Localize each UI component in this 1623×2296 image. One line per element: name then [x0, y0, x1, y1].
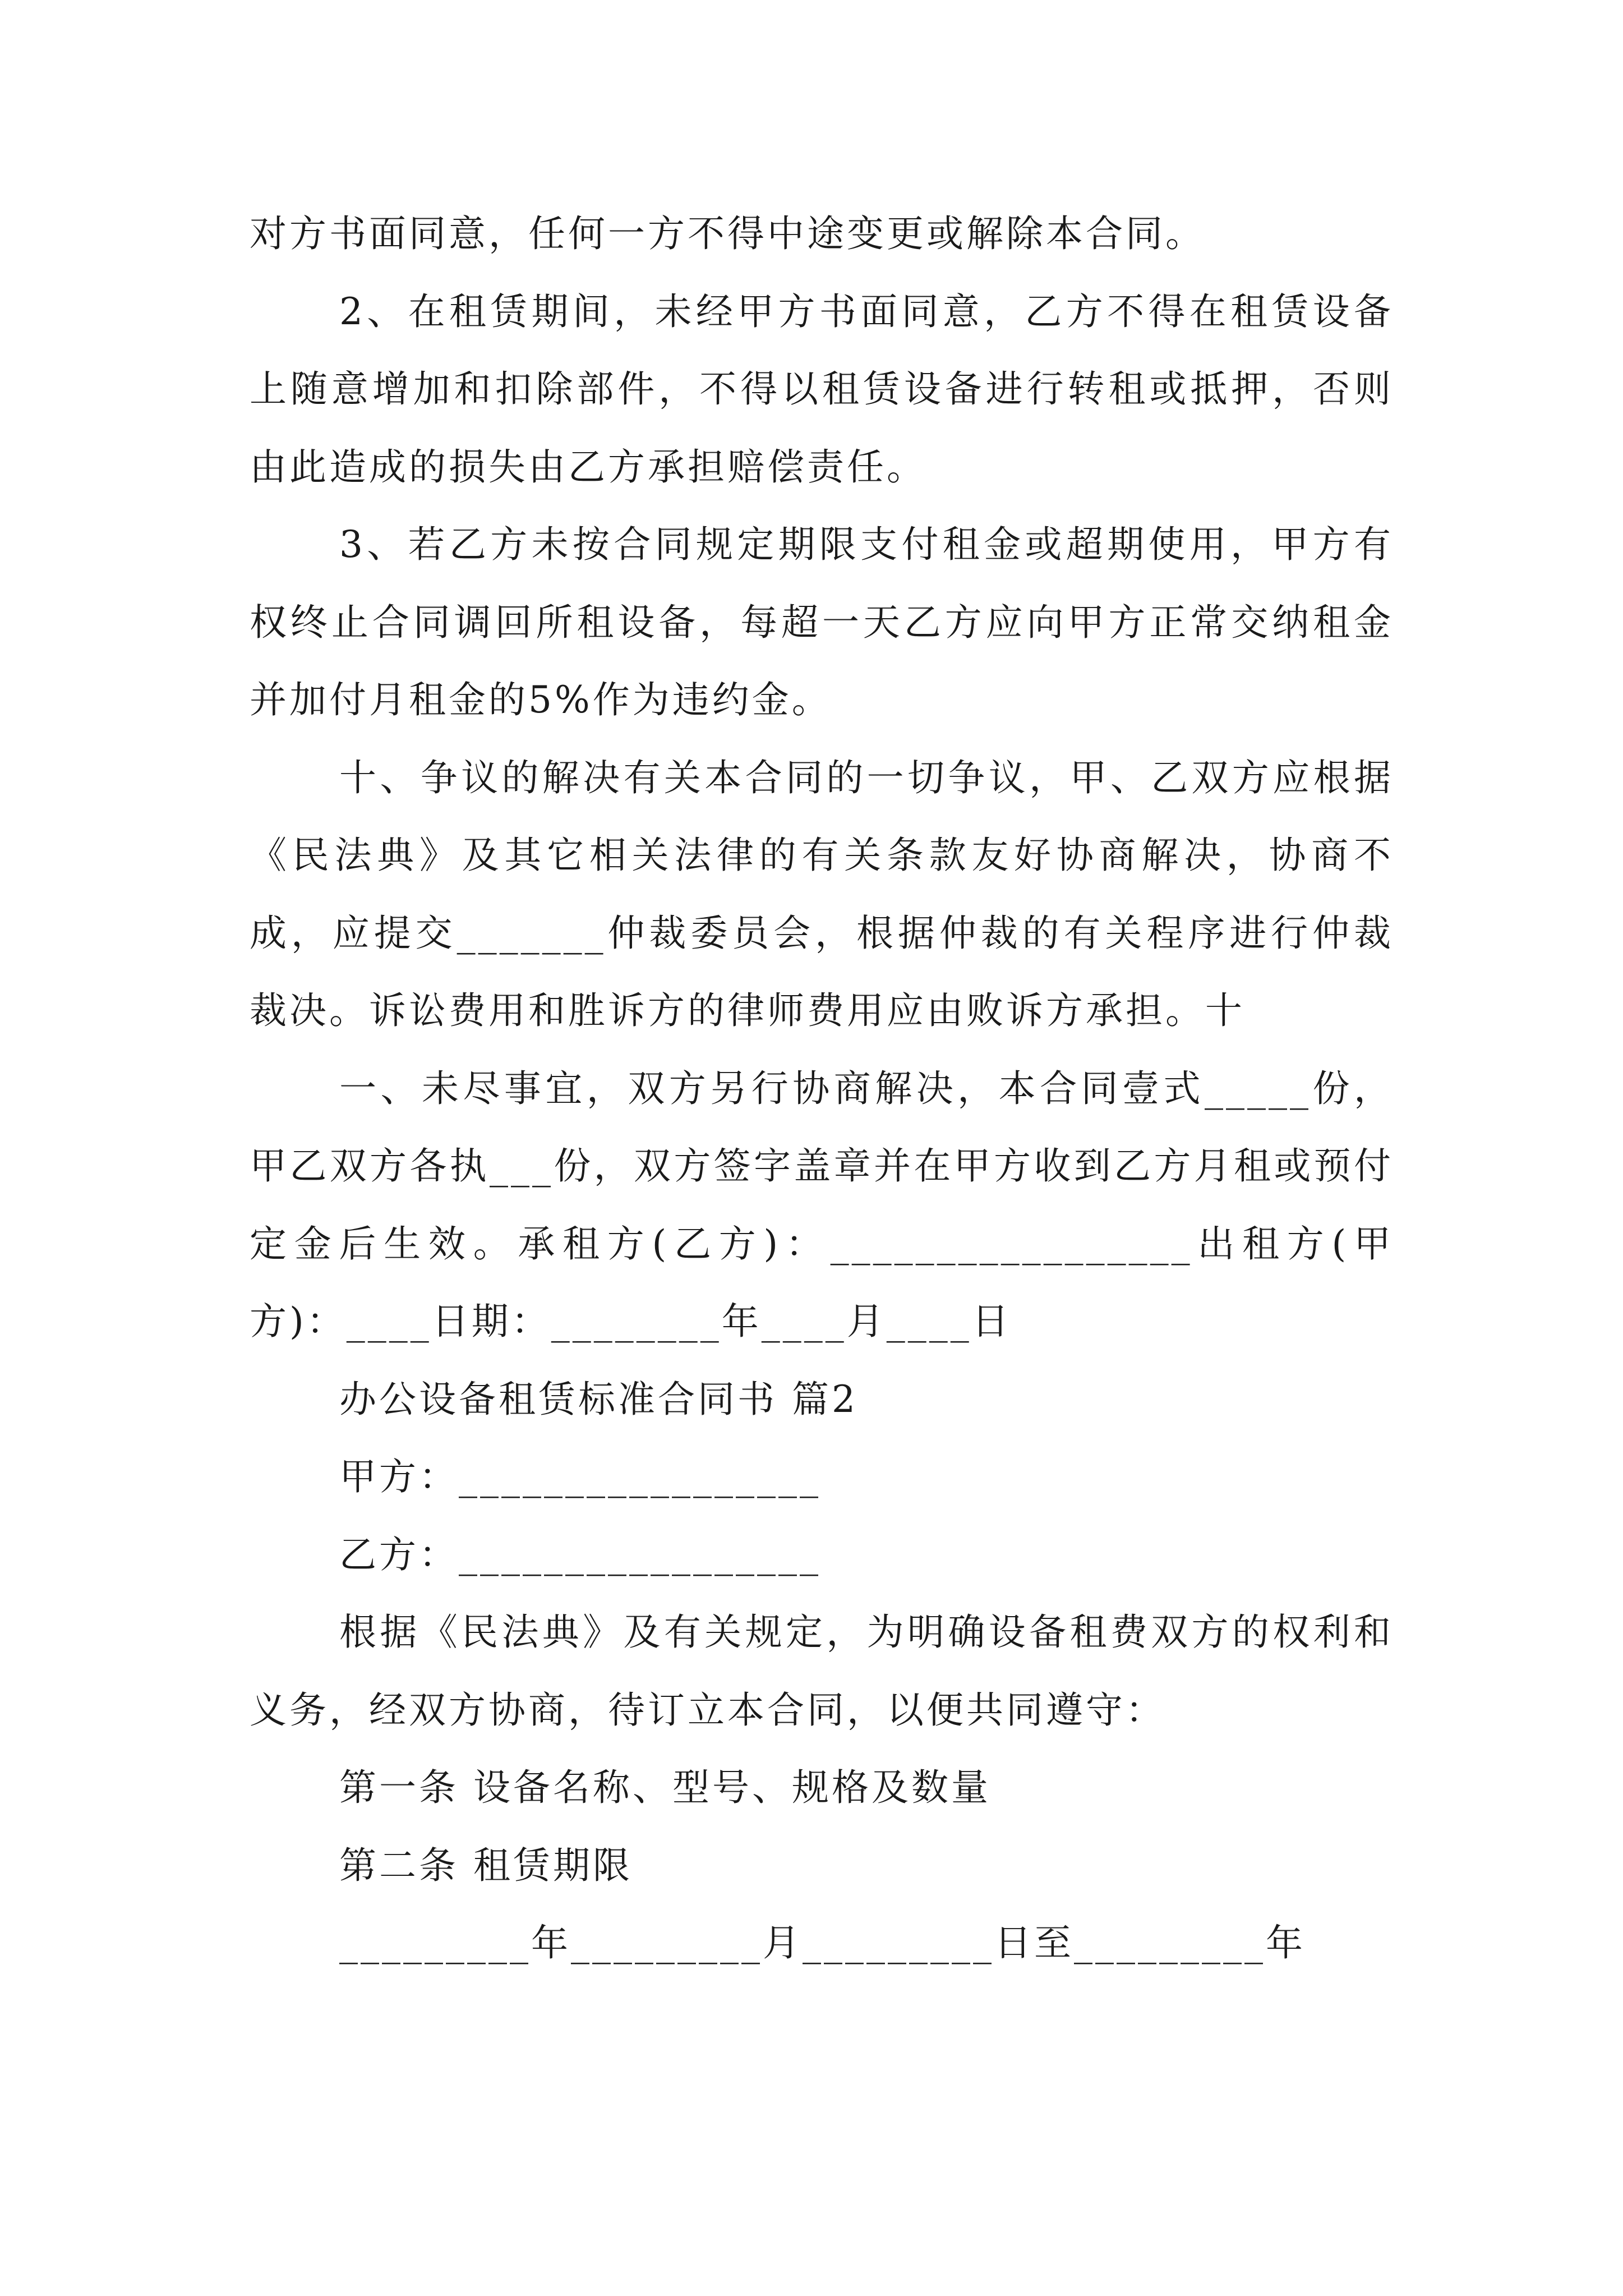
section-heading: 办公设备租赁标准合同书 篇2 [339, 1377, 858, 1421]
party-a-line: 甲方：_________________ [339, 1455, 821, 1498]
paragraph-miscellaneous-signatures: 一、未尽事宜，双方另行协商解决，本合同壹式_____份，甲乙双方各执___份，双方签字盖章并在甲方收到乙方月租或预付定金后生效。承租方(乙方)：_________________出租方(甲方)：____日期：________年____月____日 [250, 1066, 1394, 1343]
paragraph-preamble: 根据《民法典》及有关规定，为明确设备租费双方的权利和义务，经双方协商，待订立本合同，以便共同遵守： [250, 1611, 1394, 1732]
article-2-heading: 第二条 租赁期限 [339, 1843, 633, 1887]
party-b-line: 乙方：_________________ [339, 1533, 821, 1576]
paragraph-dispute-resolution: 十、争议的解决有关本合同的一切争议，甲、乙双方应根据《民法典》及其它相关法律的有关条款友好协商解决，协商不成，应提交_______仲裁委员会，根据仲裁的有关程序进行仲裁裁决。诉讼费用和胜诉方的律师费用应由败诉方承担。十 [250, 756, 1394, 1032]
article-1-heading: 第一条 设备名称、型号、规格及数量 [339, 1766, 991, 1809]
paragraph-clause-continuation: 对方书面同意，任何一方不得中途变更或解除本合同。 [250, 212, 1205, 255]
paragraph-clause-2: 2、在租赁期间，未经甲方书面同意，乙方不得在租赁设备上随意增加和扣除部件，不得以租赁设备进行转租或抵押，否则由此造成的损失由乙方承担赔偿责任。 [250, 289, 1394, 489]
lease-term-dates: _________年_________月_________日至_________年 [339, 1921, 1306, 1964]
paragraph-clause-3: 3、若乙方未按合同规定期限支付租金或超期使用，甲方有权终止合同调回所租设备，每超一天乙方应向甲方正常交纳租金并加付月租金的5%作为违约金。 [250, 523, 1394, 721]
document-body [250, 195, 1394, 1982]
